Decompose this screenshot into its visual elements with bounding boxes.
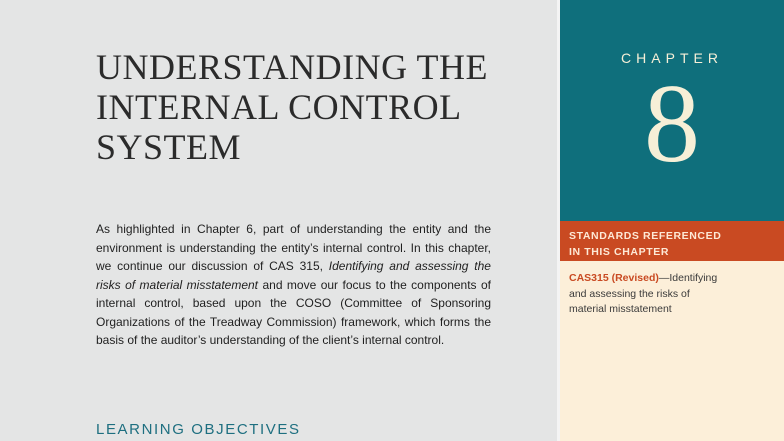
standard-description: Identifying and assessing the risks of material misstatement [569, 272, 718, 315]
standard-dash: — [658, 272, 670, 284]
standard-code: CAS315 (Revised) [569, 272, 659, 284]
chapter-title-line-3: SYSTEM [96, 127, 242, 167]
chapter-title-line-2: INTERNAL CONTROL [96, 87, 462, 127]
intro-text-start: As highlighted in Chapter 6, part of understanding the entity and the environment is understanding the entity’s internal control. In this chapter, we continue our discussion of CAS 315, [96, 222, 491, 273]
chapter-label: CHAPTER [621, 50, 723, 66]
chapter-title-line-1: UNDERSTANDING THE [96, 47, 488, 87]
chapter-title [96, 47, 488, 167]
intro-text-end: and move our focus to the components of internal control, based upon the COSO (Committee of Sponsoring Organizations of the Treadway Commission) framework, which forms the basis of the auditor’s understanding of the client’s internal control. [96, 277, 491, 347]
standards-heading-line-1: STANDARDS REFERENCED [569, 230, 722, 242]
learning-objectives-heading: LEARNING OBJECTIVES [96, 421, 301, 438]
chapter-number-block [560, 0, 784, 221]
chapter-sidebar [560, 0, 784, 441]
intro-standard-title: Identifying and assessing the risks of material misstatement [96, 259, 491, 292]
standards-heading [569, 229, 721, 260]
standards-list [560, 261, 784, 441]
standard-entry [569, 271, 729, 318]
standards-heading-line-2: IN THIS CHAPTER [569, 245, 670, 258]
chapter-number: 8 [644, 62, 700, 186]
intro-paragraph [96, 220, 491, 350]
standards-heading-band [560, 221, 784, 261]
